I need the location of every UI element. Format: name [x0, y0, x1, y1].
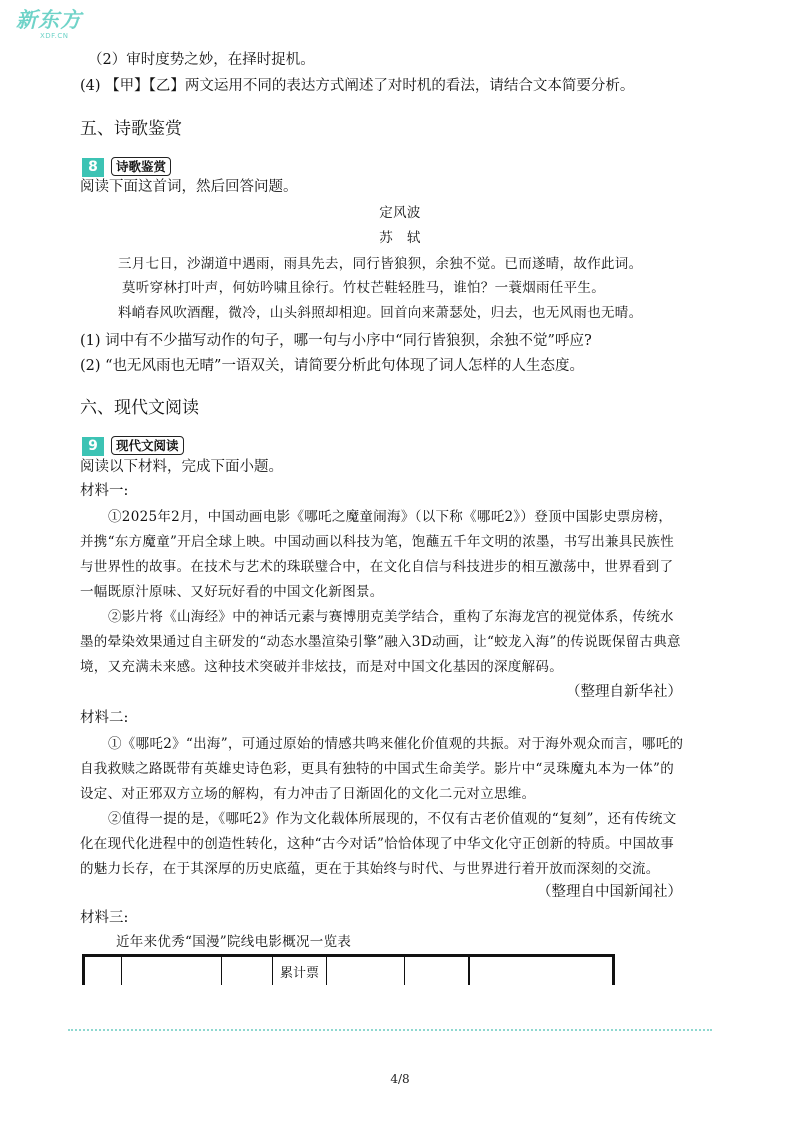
q8-sub1: (1) 词中有不少描写动作的句子，哪一句与小序中“同行皆狼狈，余独不觉”呼应?	[80, 333, 592, 349]
m2-p1-line2: 自我救赎之路既带有英雄史诗色彩，更具有独特的中国式生命美学。影片中“灵珠魔丸本为一体”的	[80, 761, 675, 777]
m1-p1-line4: 一幅既原汁原味、又好玩好看的中国文化新图景。	[80, 584, 384, 600]
q9-number-badge: 9	[82, 437, 104, 456]
table-cell	[84, 956, 122, 986]
logo-cn-text: 新东方	[16, 8, 82, 32]
films-table	[82, 954, 615, 985]
table-cell	[327, 956, 405, 986]
table-cell	[470, 956, 614, 986]
table-caption: 近年来优秀“国漫”院线电影概况一览表	[116, 934, 352, 950]
m2-p2-line1: ②值得一提的是，《哪吒2》作为文化载体所展现的，不仅有古老价值观的“复刻”，还有传统文	[108, 811, 677, 827]
q8-number-badge: 8	[82, 158, 104, 177]
poem-preface: 三月七日，沙湖道中遇雨，雨具先去，同行皆狼狈，余独不觉。已而遂晴，故作此词。	[118, 256, 643, 272]
m1-p1-line2: 并携“东方魔童”开启全球上映。中国动画以科技为笔，饱蘸五千年文明的浓墨，书写出兼具民族性	[80, 534, 675, 550]
poem-verse2: 料峭春风吹酒醒，微冷，山头斜照却相迎。回首向来萧瑟处，归去，也无风雨也无晴。	[118, 305, 643, 321]
table-cell	[222, 956, 273, 986]
q8-sub2: (2) “也无风雨也无晴”一语双关，请简要分析此句体现了词人怎样的人生态度。	[80, 358, 584, 374]
q9-instruction: 阅读以下材料，完成下面小题。	[80, 459, 283, 475]
footer-divider	[68, 1029, 712, 1031]
page-number: 4/8	[390, 1072, 410, 1086]
q8-tag: 诗歌鉴赏	[111, 157, 171, 176]
section5-title: 五、诗歌鉴赏	[80, 119, 182, 139]
table-cell	[405, 956, 469, 986]
q9-tag: 现代文阅读	[111, 436, 184, 455]
q7-item2: （2）审时度势之妙，在择时捉机。	[88, 52, 315, 68]
q7-question4: (4) 【甲】【乙】两文运用不同的表达方式阐述了对时机的看法，请结合文本简要分析。	[80, 78, 635, 94]
m2-p2-line3: 的魅力长存，在于其深厚的历史底蕴，更在于其始终与时代、与世界进行着开放而深刻的交流。	[80, 861, 660, 877]
m2-source: （整理自中国新闻社）	[537, 884, 682, 900]
section6-title: 六、现代文阅读	[80, 398, 199, 418]
m1-p2-line2: 墨的晕染效果通过自主研发的“动态水墨渲染引擎”融入3D动画，让“蛟龙入海”的传说既保留古典意	[80, 634, 681, 650]
m1-p1-line3: 与世界性的故事。在技术与艺术的珠联璧合中，在文化自信与科技进步的相互激荡中，世界看到了	[80, 559, 674, 575]
m2-p1-line3: 设定、对正邪双方立场的解构，有力冲击了日渐固化的文化二元对立思维。	[80, 786, 536, 802]
m2-p1-line1: ①《哪吒2》“出海”，可通过原始的情感共鸣来催化价值观的共振。对于海外观众而言，哪吒的	[108, 736, 684, 752]
m2-p2-line2: 化在现代化进程中的创造性转化，这种“古今对话”恰恰体现了中华文化守正创新的特质。中国故事	[80, 836, 675, 852]
m1-p2-line1: ②影片将《山海经》中的神话元素与赛博朋克美学结合，重构了东海龙宫的视觉体系，传统水	[108, 609, 674, 625]
m1-source: （整理自新华社）	[566, 684, 682, 700]
table-cell: 累计票	[273, 956, 327, 986]
material2-label: 材料二:	[80, 710, 129, 726]
material1-label: 材料一:	[80, 483, 129, 499]
logo-en-text: XDF.CN	[40, 32, 69, 40]
xdf-logo	[16, 8, 86, 44]
table-row	[84, 956, 614, 986]
poem-verse1: 莫听穿林打叶声，何妨吟啸且徐行。竹杖芒鞋轻胜马，谁怕？一蓑烟雨任平生。	[122, 280, 605, 296]
material3-label: 材料三:	[80, 910, 129, 926]
poem-author: 苏 轼	[379, 230, 421, 246]
m1-p1-line1: ①2025年2月，中国动画电影《哪吒之魔童闹海》（以下称《哪吒2》）登顶中国影史票房榜，	[108, 509, 673, 525]
poem-title: 定风波	[379, 205, 421, 221]
m1-p2-line3: 境，又充满未来感。这种技术突破并非炫技，而是对中国文化基因的深度解码。	[80, 659, 563, 675]
table-cell	[122, 956, 222, 986]
q8-instruction: 阅读下面这首词，然后回答问题。	[80, 179, 298, 195]
